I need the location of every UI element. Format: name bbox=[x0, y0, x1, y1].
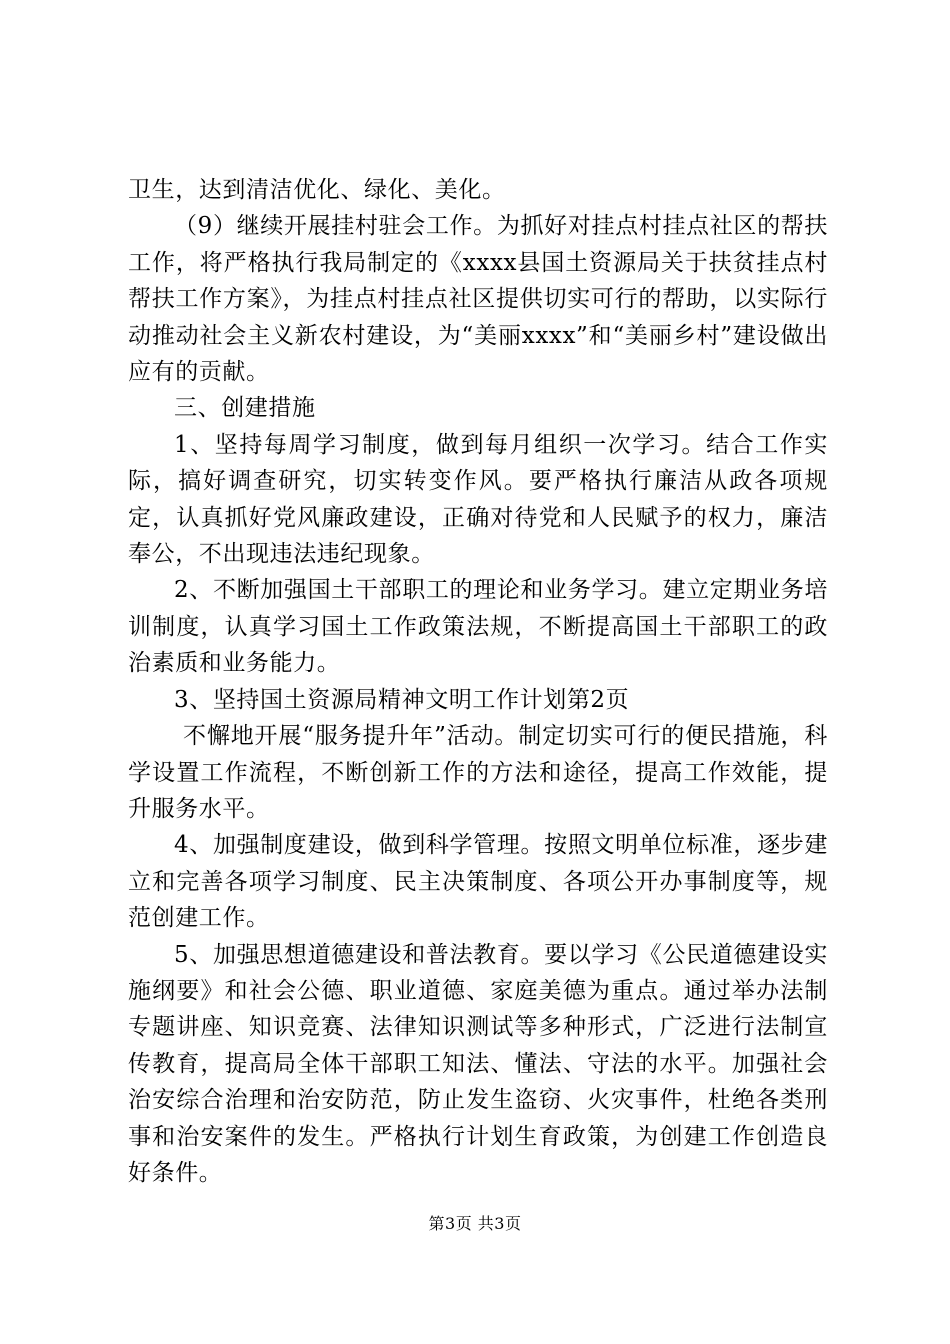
paragraph-measure-2: 2、不断加强国土干部职工的理论和业务学习。建立定期业务培训制度，认真学习国土工作政策法规，不断提高国土干部职工的政治素质和业务能力。 bbox=[128, 577, 828, 677]
paragraph-measure-5: 5、加强思想道德建设和普法教育。要以学习《公民道德建设实施纲要》和社会公德、职业道德、家庭美德为重点。通过举办法制专题讲座、知识竞赛、法律知识测试等多种形式，广泛进行法制宣传教育，提高局全体干部职工知法、懂法、守法的水平。加强社会治安综合治理和治安防范，防止发生盗窃、火灾事件，杜绝各类刑事和治安案件的发生。严格执行计划生育政策，为创建工作创造良好条件。 bbox=[128, 941, 828, 1186]
paragraph-hygiene-continuation: 卫生，达到清洁优化、绿化、美化。 bbox=[128, 177, 506, 203]
paragraph-measure-3-body: 不懈地开展“服务提升年”活动。制定切实可行的便民措施，科学设置工作流程，不断创新工作的方法和途径，提高工作效能，提升服务水平。 bbox=[128, 723, 828, 822]
section-heading-measures: 三、创建措施 bbox=[174, 395, 316, 422]
paragraph-measure-3-heading: 3、坚持国土资源局精神文明工作计划第2页 bbox=[174, 686, 630, 713]
paragraph-measure-1: 1、坚持每周学习制度，做到每月组织一次学习。结合工作实际，搞好调查研究，切实转变作风。要严格执行廉洁从政各项规定，认真抓好党风廉政建设，正确对待党和人民赋予的权力，廉洁奉公，不出现违法违纪现象。 bbox=[128, 431, 828, 568]
paragraph-measure-4: 4、加强制度建设，做到科学管理。按照文明单位标准，逐步建立和完善各项学习制度、民主决策制度、各项公开办事制度等，规范创建工作。 bbox=[128, 832, 828, 932]
page-footer bbox=[0, 1214, 950, 1234]
document-body bbox=[128, 172, 828, 1191]
paragraph-item-9-village-support: （9）继续开展挂村驻会工作。为抓好对挂点村挂点社区的帮扶工作，将严格执行我局制定的《xxxx县国土资源局关于扶贫挂点村帮扶工作方案》，为挂点村挂点社区提供切实可行的帮助，以实际行动推动社会主义新农村建设，为“美丽xxxx”和“美丽乡村”建设做出应有的贡献。 bbox=[128, 213, 828, 386]
page-number-label: 第3页 共3页 bbox=[428, 1214, 522, 1233]
